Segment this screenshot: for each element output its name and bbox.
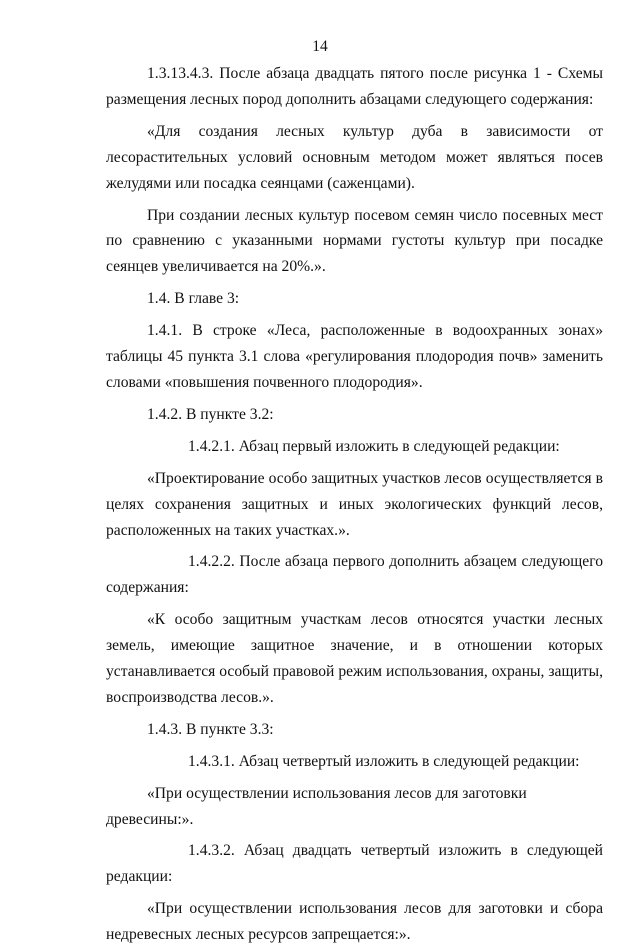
quote-paragraph-oak: «Для создания лесных культур дуба в зависимости от лесорастительных условий основным методом может являться посев желудями или посадка сеянцами (саженцами). — [106, 122, 603, 192]
paragraph-sowing: При создании лесных культур посевом семян число посевных мест по сравнению с указанными нормами густоты культур при посадке сеянцев увеличивается на 20%.». — [106, 206, 603, 276]
paragraph-1-4-3-1 — [106, 749, 603, 775]
paragraph-1-4-2-1 — [106, 434, 603, 460]
document-body — [106, 61, 603, 948]
section-text: Абзац четвертый изложить в следующей редакции: — [238, 752, 580, 770]
section-text: Абзац двадцать четвертый изложить в следующей редакции: — [106, 842, 603, 886]
quote-paragraph-protected: «К особо защитным участкам лесов относятся участки лесных земель, имеющие защитное значение, и в отношении которых устанавливается особый правовой режим использования, охраны, защиты, воспроизводства лесов.». — [106, 611, 603, 706]
paragraph-1-4-2: 1.4.2. В пункте 3.2: — [147, 405, 274, 423]
quote-paragraph-design: «Проектирование особо защитных участков лесов осуществляется в целях сохранения защитных и иных экологических функций лесов, расположенных на таких участках.». — [106, 469, 603, 539]
section-number: 1.4.2.1. — [188, 437, 235, 455]
page-number: 14 — [312, 38, 328, 55]
paragraph-1-4-2-2 — [106, 549, 603, 601]
section-number: 1.4.2.2. — [188, 553, 235, 571]
quote-paragraph-nontimber: «При осуществлении использования лесов для заготовки и сбора недревесных лесных ресурсов запрещается:». — [106, 900, 603, 944]
paragraph-1-4-3-2 — [106, 838, 603, 890]
section-number: 1.4.3.2. — [188, 842, 235, 860]
section-text: Абзац первый изложить в следующей редакции: — [238, 437, 560, 455]
paragraph-1-4: 1.4. В главе 3: — [147, 290, 240, 308]
paragraph-1-4-1: 1.4.1. В строке «Леса, расположенные в водоохранных зонах» таблицы 45 пункта 3.1 слова «регулирования плодородия почв» заменить словами «повышения почвенного плодородия». — [106, 322, 603, 391]
paragraph-1-3-13-4-3: 1.3.13.4.3. После абзаца двадцать пятого после рисунка 1 - Схемы размещения лесных пород дополнить абзацами следующего содержания: — [106, 65, 603, 108]
section-number: 1.4.3.1. — [188, 752, 235, 770]
section-text: После абзаца первого дополнить абзацем следующего содержания: — [106, 553, 603, 597]
quote-paragraph-timber: «При осуществлении использования лесов для заготовки древесины:». — [106, 784, 527, 828]
paragraph-1-4-3: 1.4.3. В пункте 3.3: — [147, 720, 274, 738]
